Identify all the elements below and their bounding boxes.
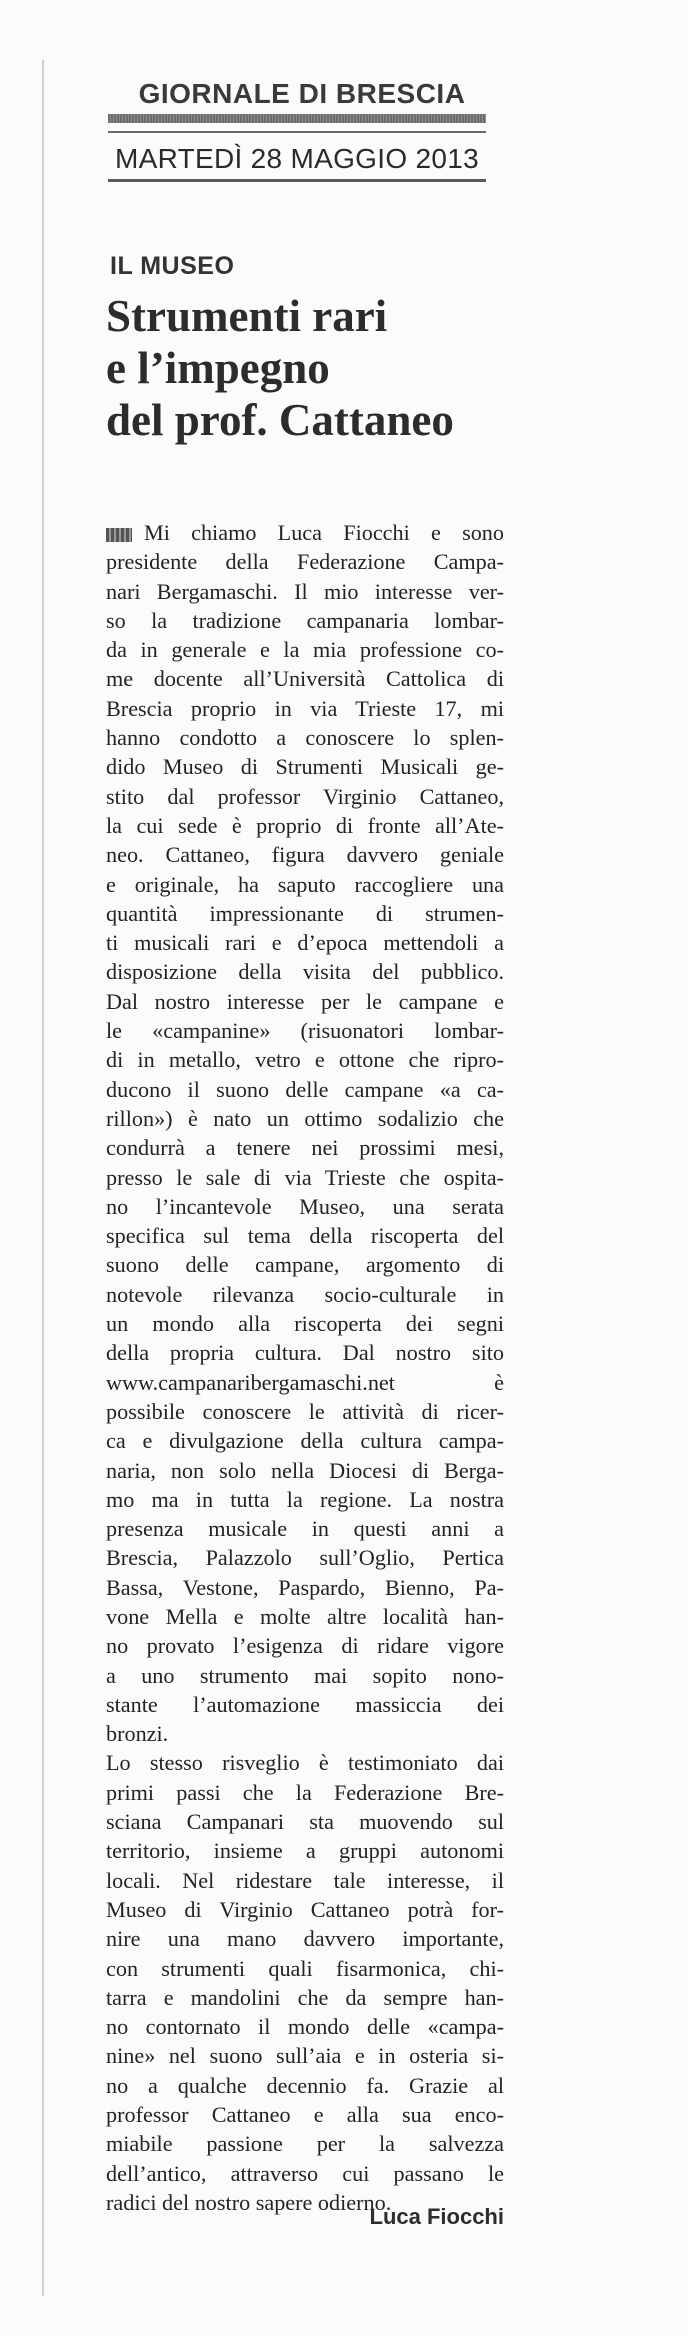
body-line: da in generale e la mia professione co- bbox=[106, 637, 504, 663]
body-line: della propria cultura. Dal nostro sito bbox=[106, 1340, 504, 1366]
section-kicker: IL MUSEO bbox=[110, 252, 235, 280]
body-line: vone Mella e molte altre località han- bbox=[106, 1603, 504, 1629]
body-line: a uno strumento mai sopito nono- bbox=[106, 1662, 504, 1688]
body-line: la cui sede è proprio di fronte all’Ate- bbox=[106, 812, 504, 838]
body-line: nire una mano davvero importante, bbox=[106, 1926, 504, 1952]
body-line: suono delle campane, argomento di bbox=[106, 1252, 504, 1278]
body-line: con strumenti quali fisarmonica, chi- bbox=[106, 1955, 504, 1981]
body-line: Brescia, Palazzolo sull’Oglio, Pertica bbox=[106, 1545, 504, 1571]
body-line: nine» nel suono sull’aia e in osteria si- bbox=[106, 2043, 504, 2069]
headline bbox=[106, 290, 526, 446]
body-line: disposizione della visita del pubblico. bbox=[106, 959, 504, 985]
body-line: miabile passione per la salvezza bbox=[106, 2131, 504, 2157]
body-line: presenza musicale in questi anni a bbox=[106, 1516, 504, 1542]
masthead bbox=[108, 78, 486, 182]
body-line: presso le sale di via Trieste che ospita- bbox=[106, 1164, 504, 1190]
body-line: quantità impressionante di strumen- bbox=[106, 900, 504, 926]
paragraph-marker-icon bbox=[106, 528, 132, 542]
body-line: condurrà a tenere nei prossimi mesi, bbox=[106, 1135, 504, 1161]
body-line: me docente all’Università Cattolica di bbox=[106, 666, 504, 692]
body-line: Dal nostro interesse per le campane e bbox=[106, 988, 504, 1014]
masthead-thin-rule bbox=[108, 131, 486, 133]
body-line: no a qualche decennio fa. Grazie al bbox=[106, 2072, 504, 2098]
body-line: possibile conoscere le attività di ricer- bbox=[106, 1398, 504, 1424]
body-line: le «campanine» (risuonatori lombar- bbox=[106, 1018, 504, 1044]
body-line: so la tradizione campanaria lombar- bbox=[106, 607, 504, 633]
body-line bbox=[106, 518, 504, 547]
body-line: neo. Cattaneo, figura davvero geniale bbox=[106, 842, 504, 868]
headline-line: e l’impegno bbox=[106, 343, 330, 393]
article-body bbox=[106, 518, 504, 2217]
body-line: bronzi. bbox=[106, 1721, 169, 1747]
body-line: Lo stesso risveglio è testimoniato dai bbox=[106, 1750, 504, 1776]
body-line: no contornato il mondo delle «campa- bbox=[106, 2014, 504, 2040]
body-line: territorio, insieme a gruppi autonomi bbox=[106, 1838, 504, 1864]
body-line: ti musicali rari e d’epoca mettendoli a bbox=[106, 930, 504, 956]
headline-line: Strumenti rari bbox=[106, 291, 388, 341]
body-line: un mondo alla riscoperta dei segni bbox=[106, 1311, 504, 1337]
body-line: mo ma in tutta la regione. La nostra bbox=[106, 1486, 504, 1512]
body-line: professor Cattaneo e alla sua enco- bbox=[106, 2102, 504, 2128]
body-line: no l’incantevole Museo, una serata bbox=[106, 1193, 504, 1219]
body-line: hanno condotto a conoscere lo splen- bbox=[106, 725, 504, 751]
byline: Luca Fiocchi bbox=[369, 2204, 504, 2229]
body-line: naria, non solo nella Diocesi di Berga- bbox=[106, 1457, 504, 1483]
body-line: stito dal professor Virginio Cattaneo, bbox=[106, 783, 504, 809]
body-line-text: Mi chiamo Luca Fiocchi e sono bbox=[144, 520, 504, 545]
body-line: specifica sul tema della riscoperta del bbox=[106, 1223, 504, 1249]
body-line: primi passi che la Federazione Bre- bbox=[106, 1779, 504, 1805]
body-line: sciana Campanari sta muovendo sul bbox=[106, 1809, 504, 1835]
masthead-rule bbox=[108, 114, 486, 123]
body-line: e originale, ha saputo raccogliere una bbox=[106, 871, 504, 897]
body-line: dido Museo di Strumenti Musicali ge- bbox=[106, 754, 504, 780]
date-rule bbox=[108, 179, 486, 182]
body-line: nari Bergamaschi. Il mio interesse ver- bbox=[106, 578, 504, 604]
body-line: locali. Nel ridestare tale interesse, il bbox=[106, 1867, 504, 1893]
publication-date: MARTEDÌ 28 MAGGIO 2013 bbox=[115, 143, 479, 174]
newspaper-name: GIORNALE DI BRESCIA bbox=[138, 78, 466, 109]
body-line: stante l’automazione massiccia dei bbox=[106, 1691, 504, 1717]
body-line: rillon») è nato un ottimo sodalizio che bbox=[106, 1105, 504, 1131]
body-line: radici del nostro sapere odierno. bbox=[106, 2189, 392, 2215]
body-line: Brescia proprio in via Trieste 17, mi bbox=[106, 695, 504, 721]
body-line: presidente della Federazione Campa- bbox=[106, 549, 504, 575]
body-line: notevole rilevanza socio-culturale in bbox=[106, 1281, 504, 1307]
body-line: di in metallo, vetro e ottone che ripro- bbox=[106, 1047, 504, 1073]
body-line: www.campanaribergamaschi.net è bbox=[106, 1369, 504, 1395]
scan-edge bbox=[42, 60, 44, 2296]
body-line: Museo di Virginio Cattaneo potrà for- bbox=[106, 1896, 504, 1922]
body-line: Bassa, Vestone, Paspardo, Bienno, Pa- bbox=[106, 1574, 504, 1600]
body-line: no provato l’esigenza di ridare vigore bbox=[106, 1633, 504, 1659]
body-line: tarra e mandolini che da sempre han- bbox=[106, 1984, 504, 2010]
headline-line: del prof. Cattaneo bbox=[106, 395, 454, 445]
body-line: ca e divulgazione della cultura campa- bbox=[106, 1428, 504, 1454]
body-line: ducono il suono delle campane «a ca- bbox=[106, 1076, 504, 1102]
body-line: dell’antico, attraverso cui passano le bbox=[106, 2160, 504, 2186]
